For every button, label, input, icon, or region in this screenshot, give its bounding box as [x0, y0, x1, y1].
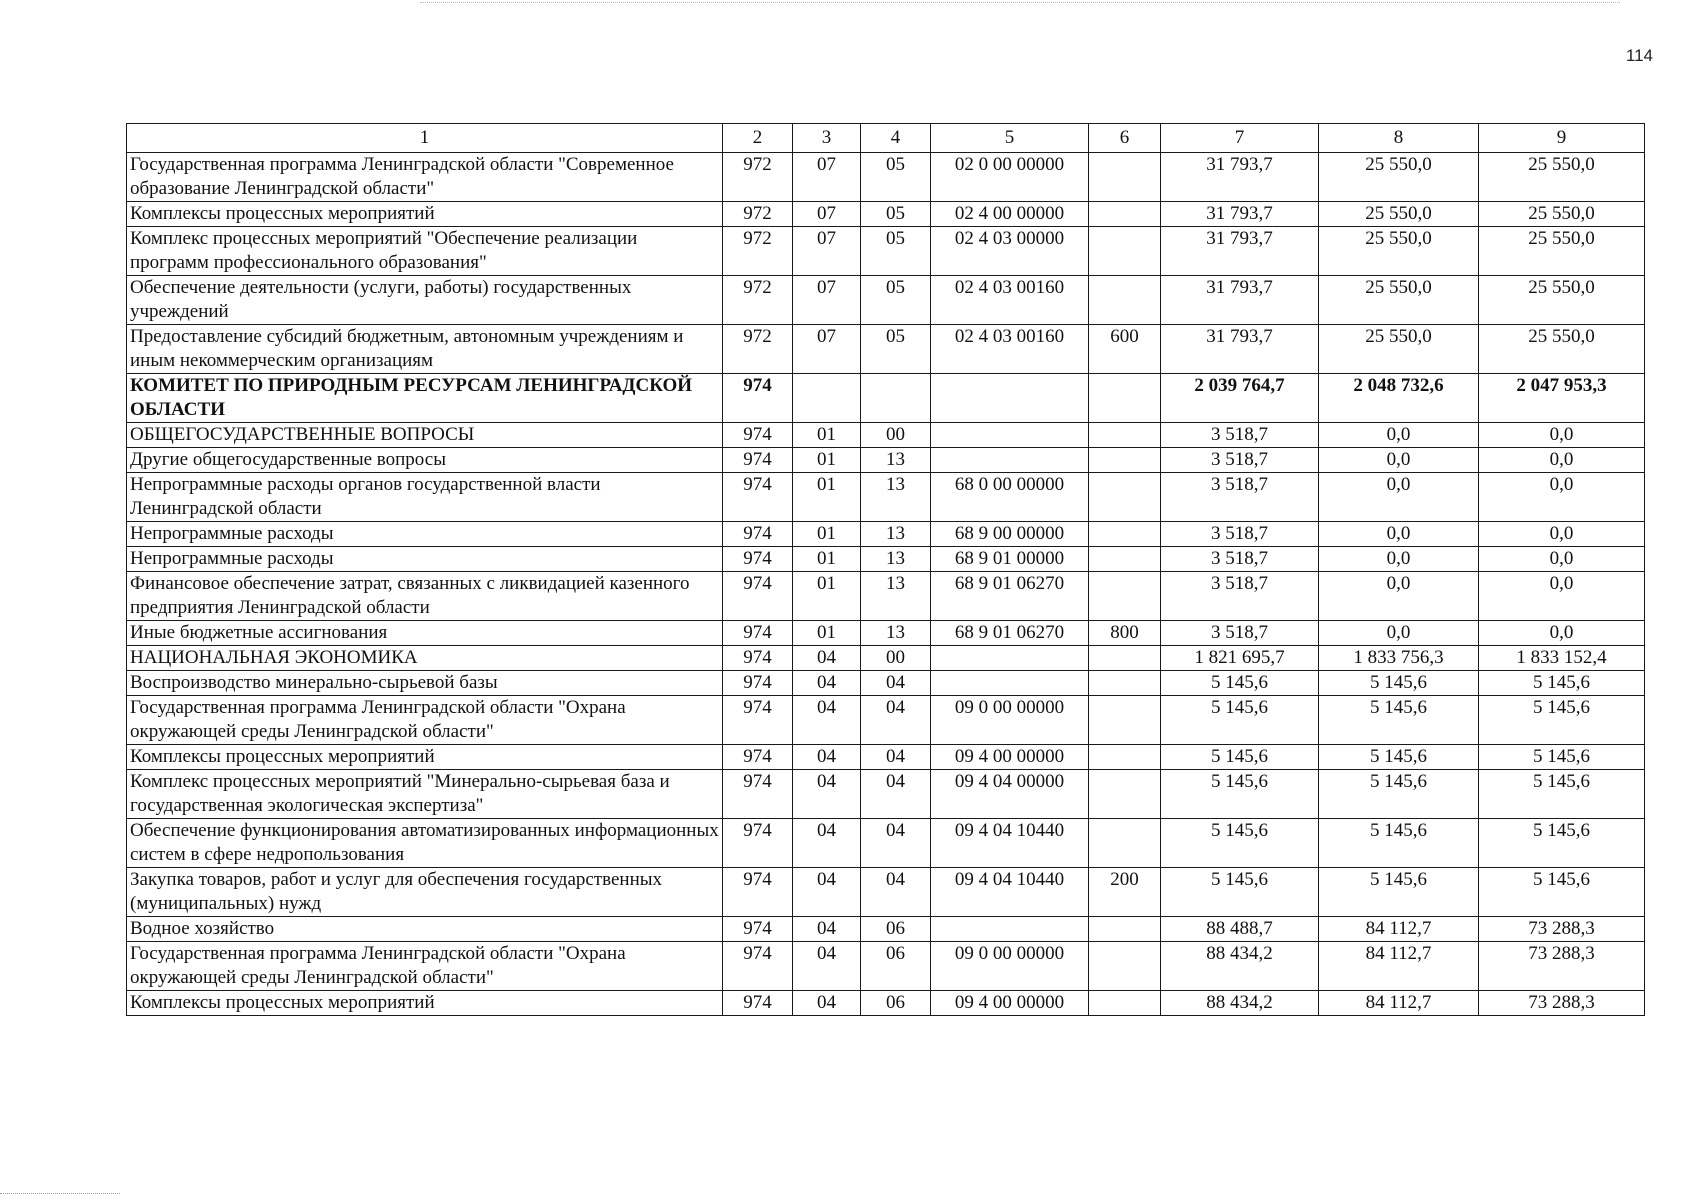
row-subsection [861, 374, 931, 423]
header-col-6: 6 [1089, 124, 1161, 153]
header-col-9: 9 [1479, 124, 1645, 153]
row-value-col7: 1 821 695,7 [1161, 646, 1319, 671]
table-row [127, 374, 1645, 423]
row-value-col7: 3 518,7 [1161, 522, 1319, 547]
row-target-article: 02 0 00 00000 [931, 153, 1089, 202]
row-section: 07 [793, 325, 861, 374]
row-expense-type [1089, 202, 1161, 227]
row-value-col8: 0,0 [1319, 572, 1479, 621]
row-value-col7: 31 793,7 [1161, 227, 1319, 276]
row-subsection: 13 [861, 448, 931, 473]
row-subsection: 13 [861, 522, 931, 547]
row-value-col7: 3 518,7 [1161, 448, 1319, 473]
row-value-col8: 0,0 [1319, 621, 1479, 646]
row-value-col8: 0,0 [1319, 547, 1479, 572]
table-row [127, 227, 1645, 276]
table-row [127, 917, 1645, 942]
row-value-col8: 84 112,7 [1319, 917, 1479, 942]
row-section: 01 [793, 547, 861, 572]
row-admin-code: 974 [723, 646, 793, 671]
table-row [127, 276, 1645, 325]
header-col-3: 3 [793, 124, 861, 153]
row-value-col7: 5 145,6 [1161, 745, 1319, 770]
row-subsection: 04 [861, 745, 931, 770]
row-section: 07 [793, 227, 861, 276]
row-expense-type [1089, 646, 1161, 671]
row-target-article [931, 917, 1089, 942]
row-admin-code: 974 [723, 770, 793, 819]
row-admin-code: 974 [723, 671, 793, 696]
row-expense-type: 800 [1089, 621, 1161, 646]
row-target-article: 68 9 01 06270 [931, 621, 1089, 646]
row-value-col8: 1 833 756,3 [1319, 646, 1479, 671]
row-name: Комплекс процессных мероприятий "Обеспечение реализации программ профессионального образования" [127, 227, 723, 276]
row-target-article: 02 4 00 00000 [931, 202, 1089, 227]
row-subsection: 13 [861, 547, 931, 572]
page-number: 114 [1625, 46, 1653, 65]
row-target-article: 68 0 00 00000 [931, 473, 1089, 522]
row-value-col8: 2 048 732,6 [1319, 374, 1479, 423]
row-value-col9: 73 288,3 [1479, 942, 1645, 991]
row-value-col7: 31 793,7 [1161, 276, 1319, 325]
row-value-col9: 2 047 953,3 [1479, 374, 1645, 423]
row-subsection: 00 [861, 423, 931, 448]
row-value-col9: 25 550,0 [1479, 227, 1645, 276]
row-value-col9: 25 550,0 [1479, 153, 1645, 202]
row-admin-code: 974 [723, 942, 793, 991]
row-value-col7: 2 039 764,7 [1161, 374, 1319, 423]
row-value-col7: 3 518,7 [1161, 547, 1319, 572]
table-row [127, 547, 1645, 572]
row-value-col8: 5 145,6 [1319, 868, 1479, 917]
table-row [127, 696, 1645, 745]
row-target-article: 02 4 03 00160 [931, 325, 1089, 374]
row-name: Комплекс процессных мероприятий "Минерально-сырьевая база и государственная экологическая экспертиза" [127, 770, 723, 819]
row-target-article [931, 671, 1089, 696]
row-expense-type [1089, 696, 1161, 745]
table-row [127, 671, 1645, 696]
row-value-col7: 5 145,6 [1161, 819, 1319, 868]
row-admin-code: 974 [723, 621, 793, 646]
row-value-col8: 25 550,0 [1319, 227, 1479, 276]
row-name: НАЦИОНАЛЬНАЯ ЭКОНОМИКА [127, 646, 723, 671]
row-value-col7: 88 434,2 [1161, 991, 1319, 1016]
table-row [127, 202, 1645, 227]
table-row [127, 942, 1645, 991]
row-target-article: 68 9 01 06270 [931, 572, 1089, 621]
row-value-col9: 0,0 [1479, 473, 1645, 522]
row-name: Государственная программа Ленинградской области "Охрана окружающей среды Ленинградской области" [127, 942, 723, 991]
row-value-col7: 5 145,6 [1161, 696, 1319, 745]
row-value-col9: 0,0 [1479, 621, 1645, 646]
row-value-col9: 25 550,0 [1479, 202, 1645, 227]
row-target-article: 09 0 00 00000 [931, 942, 1089, 991]
row-name: Закупка товаров, работ и услуг для обеспечения государственных (муниципальных) нужд [127, 868, 723, 917]
row-target-article: 09 0 00 00000 [931, 696, 1089, 745]
table-row [127, 448, 1645, 473]
row-value-col9: 0,0 [1479, 423, 1645, 448]
row-target-article [931, 374, 1089, 423]
row-value-col8: 5 145,6 [1319, 770, 1479, 819]
row-section: 07 [793, 276, 861, 325]
row-name: Комплексы процессных мероприятий [127, 202, 723, 227]
row-admin-code: 974 [723, 696, 793, 745]
row-subsection: 05 [861, 276, 931, 325]
row-value-col9: 5 145,6 [1479, 745, 1645, 770]
row-value-col8: 5 145,6 [1319, 696, 1479, 745]
header-col-7: 7 [1161, 124, 1319, 153]
row-name: Государственная программа Ленинградской области "Охрана окружающей среды Ленинградской области" [127, 696, 723, 745]
row-value-col8: 25 550,0 [1319, 153, 1479, 202]
row-section: 01 [793, 522, 861, 547]
table-body [127, 153, 1645, 1016]
row-value-col7: 5 145,6 [1161, 770, 1319, 819]
row-subsection: 04 [861, 819, 931, 868]
row-target-article: 02 4 03 00000 [931, 227, 1089, 276]
row-section: 04 [793, 991, 861, 1016]
row-section: 04 [793, 646, 861, 671]
row-value-col7: 5 145,6 [1161, 671, 1319, 696]
row-section: 04 [793, 942, 861, 991]
table-row [127, 868, 1645, 917]
row-value-col8: 0,0 [1319, 473, 1479, 522]
row-value-col7: 31 793,7 [1161, 202, 1319, 227]
row-expense-type: 600 [1089, 325, 1161, 374]
row-value-col8: 25 550,0 [1319, 202, 1479, 227]
header-col-8: 8 [1319, 124, 1479, 153]
row-section: 04 [793, 868, 861, 917]
row-target-article: 68 9 00 00000 [931, 522, 1089, 547]
row-name: Водное хозяйство [127, 917, 723, 942]
row-value-col8: 5 145,6 [1319, 819, 1479, 868]
row-expense-type [1089, 671, 1161, 696]
table-row [127, 745, 1645, 770]
table-row [127, 572, 1645, 621]
row-subsection: 06 [861, 917, 931, 942]
table-row [127, 522, 1645, 547]
row-subsection: 13 [861, 572, 931, 621]
table-row [127, 819, 1645, 868]
row-admin-code: 972 [723, 227, 793, 276]
row-section: 04 [793, 917, 861, 942]
row-expense-type [1089, 770, 1161, 819]
row-admin-code: 974 [723, 819, 793, 868]
row-subsection: 06 [861, 942, 931, 991]
row-value-col8: 5 145,6 [1319, 745, 1479, 770]
row-value-col7: 3 518,7 [1161, 423, 1319, 448]
row-section: 04 [793, 745, 861, 770]
row-admin-code: 974 [723, 547, 793, 572]
row-expense-type [1089, 522, 1161, 547]
row-expense-type [1089, 745, 1161, 770]
row-value-col7: 88 434,2 [1161, 942, 1319, 991]
row-admin-code: 974 [723, 917, 793, 942]
row-value-col7: 31 793,7 [1161, 153, 1319, 202]
table-row [127, 325, 1645, 374]
row-name: Комплексы процессных мероприятий [127, 745, 723, 770]
row-admin-code: 974 [723, 572, 793, 621]
row-name: Непрограммные расходы [127, 522, 723, 547]
row-admin-code: 974 [723, 868, 793, 917]
row-admin-code: 972 [723, 276, 793, 325]
row-value-col8: 84 112,7 [1319, 991, 1479, 1016]
header-row [127, 124, 1645, 153]
row-admin-code: 972 [723, 202, 793, 227]
table-row [127, 423, 1645, 448]
row-target-article: 09 4 04 10440 [931, 868, 1089, 917]
row-expense-type [1089, 276, 1161, 325]
row-expense-type [1089, 153, 1161, 202]
row-expense-type [1089, 819, 1161, 868]
row-target-article: 09 4 04 00000 [931, 770, 1089, 819]
row-subsection: 04 [861, 770, 931, 819]
row-name: Финансовое обеспечение затрат, связанных с ликвидацией казенного предприятия Ленинградской области [127, 572, 723, 621]
table-row [127, 991, 1645, 1016]
row-target-article [931, 448, 1089, 473]
row-expense-type [1089, 227, 1161, 276]
row-name: КОМИТЕТ ПО ПРИРОДНЫМ РЕСУРСАМ ЛЕНИНГРАДСКОЙ ОБЛАСТИ [127, 374, 723, 423]
row-target-article [931, 423, 1089, 448]
row-value-col9: 25 550,0 [1479, 276, 1645, 325]
row-expense-type [1089, 448, 1161, 473]
row-section [793, 374, 861, 423]
row-value-col8: 0,0 [1319, 423, 1479, 448]
row-value-col7: 5 145,6 [1161, 868, 1319, 917]
budget-table [126, 123, 1645, 1016]
row-name: Непрограммные расходы [127, 547, 723, 572]
row-name: Комплексы процессных мероприятий [127, 991, 723, 1016]
row-subsection: 04 [861, 671, 931, 696]
row-value-col9: 0,0 [1479, 522, 1645, 547]
row-subsection: 13 [861, 473, 931, 522]
row-target-article: 09 4 00 00000 [931, 991, 1089, 1016]
row-subsection: 13 [861, 621, 931, 646]
row-target-article: 68 9 01 00000 [931, 547, 1089, 572]
row-name: Воспроизводство минерально-сырьевой базы [127, 671, 723, 696]
row-subsection: 05 [861, 325, 931, 374]
row-value-col9: 1 833 152,4 [1479, 646, 1645, 671]
row-expense-type [1089, 374, 1161, 423]
row-section: 01 [793, 423, 861, 448]
table-row [127, 770, 1645, 819]
row-section: 01 [793, 572, 861, 621]
row-value-col9: 0,0 [1479, 572, 1645, 621]
row-value-col8: 0,0 [1319, 448, 1479, 473]
row-value-col7: 88 488,7 [1161, 917, 1319, 942]
row-name: Обеспечение функционирования автоматизированных информационных систем в сфере недропользования [127, 819, 723, 868]
row-section: 04 [793, 819, 861, 868]
row-subsection: 05 [861, 202, 931, 227]
table-row [127, 473, 1645, 522]
header-col-2: 2 [723, 124, 793, 153]
row-section: 07 [793, 202, 861, 227]
row-section: 01 [793, 621, 861, 646]
header-col-1: 1 [127, 124, 723, 153]
row-value-col8: 25 550,0 [1319, 276, 1479, 325]
row-subsection: 00 [861, 646, 931, 671]
table-row [127, 646, 1645, 671]
row-subsection: 04 [861, 696, 931, 745]
row-subsection: 06 [861, 991, 931, 1016]
row-subsection: 05 [861, 227, 931, 276]
row-expense-type [1089, 942, 1161, 991]
row-target-article: 02 4 03 00160 [931, 276, 1089, 325]
row-expense-type: 200 [1089, 868, 1161, 917]
row-value-col8: 0,0 [1319, 522, 1479, 547]
header-col-5: 5 [931, 124, 1089, 153]
row-value-col8: 25 550,0 [1319, 325, 1479, 374]
row-admin-code: 974 [723, 745, 793, 770]
row-section: 01 [793, 473, 861, 522]
row-admin-code: 974 [723, 374, 793, 423]
row-section: 01 [793, 448, 861, 473]
row-name: Обеспечение деятельности (услуги, работы) государственных учреждений [127, 276, 723, 325]
row-value-col9: 5 145,6 [1479, 770, 1645, 819]
row-expense-type [1089, 917, 1161, 942]
row-subsection: 05 [861, 153, 931, 202]
row-name: Другие общегосударственные вопросы [127, 448, 723, 473]
row-value-col8: 84 112,7 [1319, 942, 1479, 991]
row-name: Государственная программа Ленинградской области "Современное образование Ленинградской области" [127, 153, 723, 202]
row-value-col9: 73 288,3 [1479, 991, 1645, 1016]
row-value-col7: 31 793,7 [1161, 325, 1319, 374]
row-value-col9: 0,0 [1479, 448, 1645, 473]
row-name: Иные бюджетные ассигнования [127, 621, 723, 646]
row-target-article [931, 646, 1089, 671]
row-admin-code: 972 [723, 325, 793, 374]
row-name: Непрограммные расходы органов государственной власти Ленинградской области [127, 473, 723, 522]
row-section: 04 [793, 770, 861, 819]
table-row [127, 621, 1645, 646]
row-target-article: 09 4 00 00000 [931, 745, 1089, 770]
row-name: ОБЩЕГОСУДАРСТВЕННЫЕ ВОПРОСЫ [127, 423, 723, 448]
row-value-col7: 3 518,7 [1161, 572, 1319, 621]
row-value-col9: 25 550,0 [1479, 325, 1645, 374]
row-value-col8: 5 145,6 [1319, 671, 1479, 696]
row-value-col9: 5 145,6 [1479, 696, 1645, 745]
row-admin-code: 972 [723, 153, 793, 202]
row-value-col7: 3 518,7 [1161, 621, 1319, 646]
row-value-col9: 5 145,6 [1479, 868, 1645, 917]
row-section: 04 [793, 696, 861, 745]
row-admin-code: 974 [723, 522, 793, 547]
row-value-col9: 5 145,6 [1479, 819, 1645, 868]
row-expense-type [1089, 473, 1161, 522]
row-expense-type [1089, 991, 1161, 1016]
row-value-col9: 73 288,3 [1479, 917, 1645, 942]
row-expense-type [1089, 572, 1161, 621]
table-row [127, 153, 1645, 202]
row-admin-code: 974 [723, 423, 793, 448]
row-admin-code: 974 [723, 473, 793, 522]
row-admin-code: 974 [723, 991, 793, 1016]
row-subsection: 04 [861, 868, 931, 917]
scan-artifact-bottom [0, 1193, 120, 1194]
row-section: 07 [793, 153, 861, 202]
row-expense-type [1089, 547, 1161, 572]
header-col-4: 4 [861, 124, 931, 153]
row-name: Предоставление субсидий бюджетным, автономным учреждениям и иным некоммерческим организациям [127, 325, 723, 374]
row-value-col7: 3 518,7 [1161, 473, 1319, 522]
row-value-col9: 0,0 [1479, 547, 1645, 572]
row-target-article: 09 4 04 10440 [931, 819, 1089, 868]
row-expense-type [1089, 423, 1161, 448]
scan-artifact-line [420, 2, 1620, 3]
row-value-col9: 5 145,6 [1479, 671, 1645, 696]
row-section: 04 [793, 671, 861, 696]
row-admin-code: 974 [723, 448, 793, 473]
